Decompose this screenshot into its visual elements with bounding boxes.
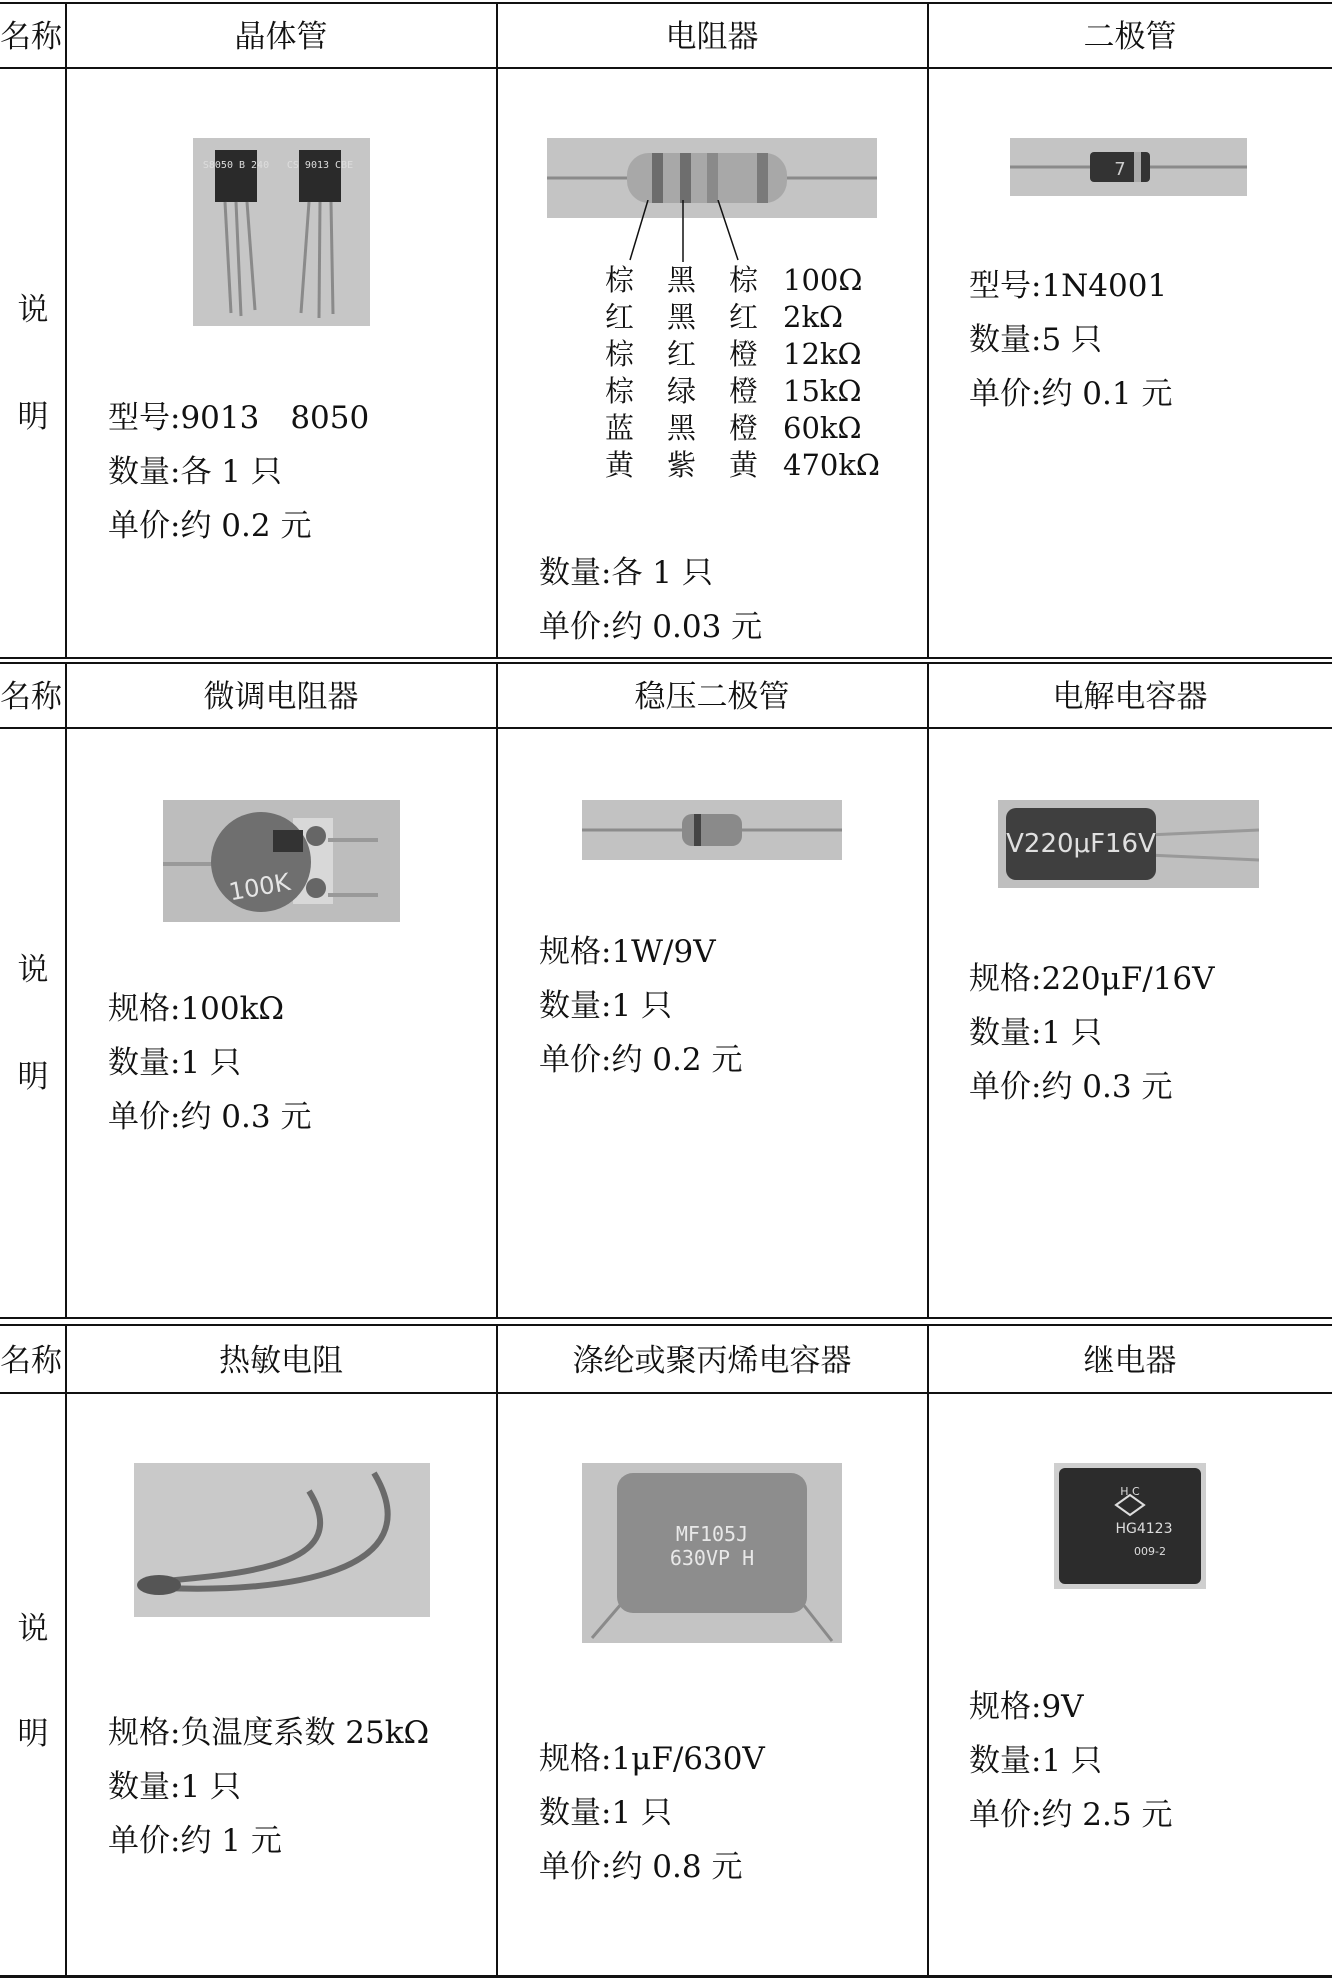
spec-line: 型号:9013 8050 [108,400,370,436]
zener-drawing [582,800,842,860]
diode-mark: 7 [1114,159,1126,180]
spec-line: 单价:约 0.3 元 [108,1099,312,1135]
item-name: 稳压二极管 [634,679,790,715]
band-3: 橙 [729,374,759,408]
item-name: 电阻器 [665,19,759,55]
resistance-value: 15kΩ [783,374,862,408]
header-label: 名称 [0,679,62,715]
zener-diode-photo [582,800,842,860]
trimmer-resistor-photo [163,800,400,922]
header-label: 名称 [0,19,62,55]
item-name: 继电器 [1083,1343,1177,1379]
spec-line: 型号:1N4001 [969,268,1168,304]
item-name: 微调电阻器 [203,679,359,715]
desc-label: 说 [17,952,49,988]
transistor-mark-2: CS 9013 CBE [286,160,354,171]
resistance-value: 12kΩ [783,337,862,371]
spec-line: 单价:约 1 元 [108,1823,282,1859]
diode-photo [1010,138,1247,196]
band-2: 黑 [667,300,697,334]
resistance-value: 60kΩ [783,411,862,445]
spec-line: 规格:1μF/630V [539,1741,765,1777]
thermistor-photo [134,1463,430,1617]
spec-line: 规格:负温度系数 25kΩ [108,1715,430,1751]
band-3: 棕 [729,263,759,297]
trimmer-mark: 100K [226,867,293,907]
spec-line: 规格:100kΩ [108,991,285,1027]
thermistor-drawing [134,1463,430,1617]
trimmer-drawing [163,800,400,922]
spec-line: 单价:约 0.3 元 [969,1069,1173,1105]
spec-line: 单价:约 0.1 元 [969,376,1173,412]
relay-mark-2: HG4123 [1115,1521,1173,1537]
item-name: 二极管 [1083,19,1177,55]
film-capacitor-drawing [582,1463,842,1643]
transistor-photo [193,138,370,326]
desc-label: 明 [17,1059,49,1095]
item-name: 热敏电阻 [219,1343,343,1379]
band-1: 棕 [605,337,635,371]
film-cap-mark-2: 630VP H [669,1546,755,1570]
spec-line: 规格:1W/9V [539,934,716,970]
relay-drawing [1054,1463,1206,1589]
spec-line: 单价:约 0.2 元 [108,508,312,544]
band-2: 红 [667,337,697,371]
electrolytic-capacitor-photo [998,800,1259,888]
band-1: 蓝 [605,411,635,445]
desc-label: 说 [17,292,49,328]
spec-line: 规格:220μF/16V [969,961,1215,997]
film-capacitor-photo [582,1463,842,1643]
spec-line: 数量:1 只 [539,1795,673,1831]
item-name: 涤纶或聚丙烯电容器 [572,1343,852,1379]
section-2 [0,660,1332,1322]
band-1: 棕 [605,374,635,408]
band-2: 绿 [667,374,697,408]
relay-photo [1054,1463,1206,1589]
diode-drawing [1010,138,1247,196]
relay-mark-1: H C [1120,1485,1140,1498]
spec-line: 数量:各 1 只 [539,555,713,591]
spec-line: 单价:约 0.03 元 [539,609,763,645]
band-2: 紫 [667,448,697,482]
spec-line: 数量:1 只 [969,1015,1103,1051]
item-name: 电解电容器 [1052,679,1208,715]
resistance-value: 2kΩ [783,300,844,334]
band-3: 橙 [729,411,759,445]
desc-label: 明 [17,1716,49,1752]
spec-line: 规格:9V [969,1689,1084,1725]
relay-mark-3: 009-2 [1134,1545,1166,1558]
header-label: 名称 [0,1343,62,1379]
item-name: 晶体管 [234,19,328,55]
capacitor-mark: V220μF16V [1006,829,1156,859]
band-1: 黄 [605,448,635,482]
desc-label: 说 [17,1611,49,1647]
band-2: 黑 [667,411,697,445]
spec-line: 数量:1 只 [969,1743,1103,1779]
band-3: 黄 [729,448,759,482]
band-2: 黑 [667,263,697,297]
resistance-value: 100Ω [783,263,863,297]
spec-line: 数量:5 只 [969,322,1103,358]
color-band-pointers [600,200,760,270]
spec-line: 单价:约 0.2 元 [539,1042,743,1078]
resistance-value: 470kΩ [783,448,880,482]
spec-line: 单价:约 0.8 元 [539,1849,743,1885]
section-3 [0,1322,1332,1979]
band-3: 红 [729,300,759,334]
spec-line: 数量:1 只 [108,1045,242,1081]
section-1 [0,0,1332,660]
band-1: 棕 [605,263,635,297]
electrolytic-drawing [998,800,1259,888]
band-3: 橙 [729,337,759,371]
spec-line: 数量:1 只 [108,1769,242,1805]
transistor-mark-1: S8050 B 240 [202,160,270,171]
transistor-drawing [193,138,370,326]
desc-label: 明 [17,399,49,435]
band-1: 红 [605,300,635,334]
spec-line: 数量:1 只 [539,988,673,1024]
spec-line: 数量:各 1 只 [108,454,282,490]
spec-line: 单价:约 2.5 元 [969,1797,1173,1833]
film-cap-mark-1: MF105J [675,1522,749,1546]
